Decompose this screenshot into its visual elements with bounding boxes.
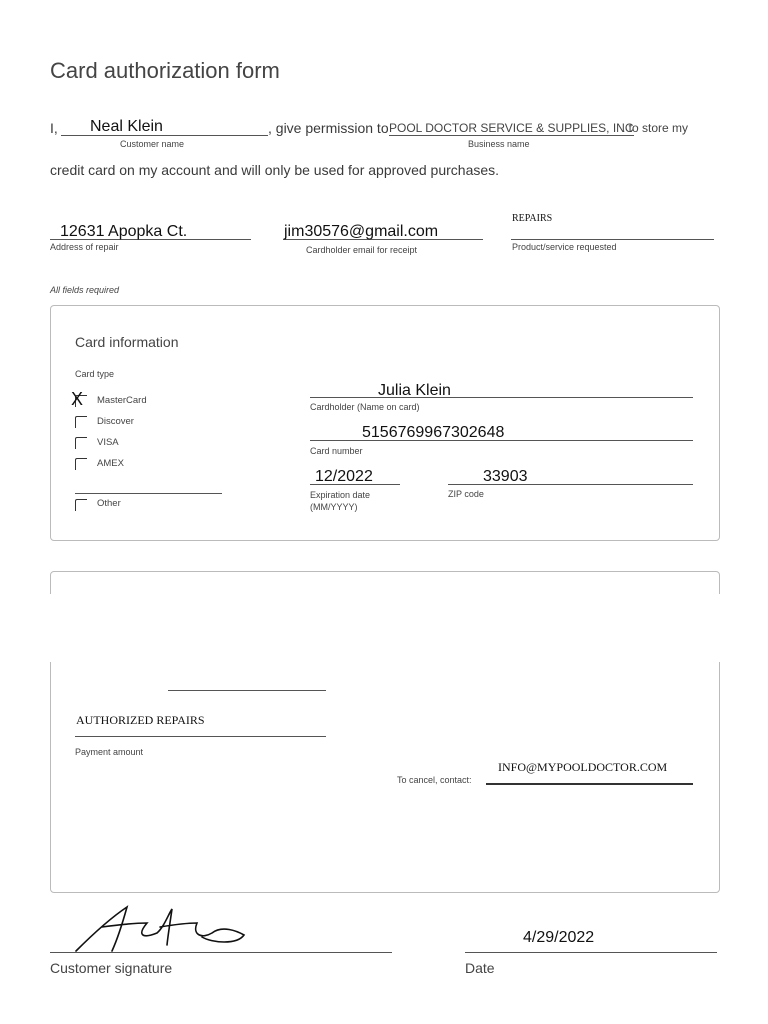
- cardholder-label: Cardholder (Name on card): [310, 402, 420, 412]
- intro-line-2: credit card on my account and will only be used for approved purchases.: [50, 162, 500, 178]
- product-value: REPAIRS: [512, 213, 553, 224]
- expiration-format: (MM/YYYY): [310, 502, 358, 512]
- card-number-value: 5156769967302648: [362, 424, 505, 441]
- date-value: 4/29/2022: [523, 929, 595, 946]
- address-label: Address of repair: [50, 242, 119, 252]
- payment-amount-label: Payment amount: [75, 747, 144, 757]
- email-value: jim30576@gmail.com: [284, 223, 439, 240]
- payment-amount-value: AUTHORIZED REPAIRS: [76, 713, 205, 727]
- expiration-label: Expiration date: [310, 490, 371, 500]
- signature-label: Customer signature: [50, 960, 173, 976]
- date-field[interactable]: [465, 951, 717, 953]
- panel-gap: [48, 594, 722, 662]
- amex-label: AMEX: [97, 458, 124, 469]
- amex-checkbox[interactable]: [75, 458, 87, 470]
- intro-suffix: . to store my: [622, 121, 689, 135]
- card-type-label: Card type: [75, 369, 115, 379]
- page-title: Card authorization form: [50, 58, 280, 83]
- cardholder-value: Julia Klein: [378, 382, 451, 399]
- email-label: Cardholder email for receipt: [306, 245, 418, 255]
- zip-value: 33903: [483, 468, 528, 485]
- cancel-contact-value: INFO@MYPOOLDOCTOR.COM: [498, 760, 668, 774]
- required-note: All fields required: [50, 285, 120, 295]
- signature-drawing: [72, 905, 252, 955]
- address-value: 12631 Apopka Ct.: [60, 223, 188, 240]
- zip-label: ZIP code: [448, 489, 484, 499]
- visa-label: VISA: [97, 437, 119, 448]
- discover-label: Discover: [97, 416, 134, 427]
- cancel-contact-field[interactable]: [486, 783, 693, 785]
- other-card-type-field[interactable]: [75, 492, 222, 494]
- card-number-label: Card number: [310, 446, 363, 456]
- expiration-value: 12/2022: [315, 468, 373, 485]
- product-label: Product/service requested: [512, 242, 617, 252]
- customer-name-label: Customer name: [120, 139, 185, 149]
- business-name-value: POOL DOCTOR SERVICE & SUPPLIES, INC: [389, 121, 634, 135]
- mastercard-label: MasterCard: [97, 395, 147, 406]
- cancel-contact-label: To cancel, contact:: [397, 775, 472, 785]
- blank-line: [168, 689, 326, 691]
- cardholder-field[interactable]: [310, 382, 693, 398]
- customer-name-value: Neal Klein: [90, 118, 163, 135]
- mastercard-check-mark: X: [71, 389, 84, 409]
- visa-checkbox[interactable]: [75, 437, 87, 449]
- permission-text: , give permission to: [268, 120, 389, 136]
- business-name-label: Business name: [468, 139, 530, 149]
- intro-prefix: I,: [50, 120, 58, 136]
- other-checkbox[interactable]: [75, 499, 87, 511]
- card-info-heading: Card information: [75, 334, 179, 350]
- discover-checkbox[interactable]: [75, 416, 87, 428]
- product-field[interactable]: [511, 224, 714, 240]
- other-label: Other: [97, 498, 121, 509]
- date-label: Date: [465, 960, 495, 976]
